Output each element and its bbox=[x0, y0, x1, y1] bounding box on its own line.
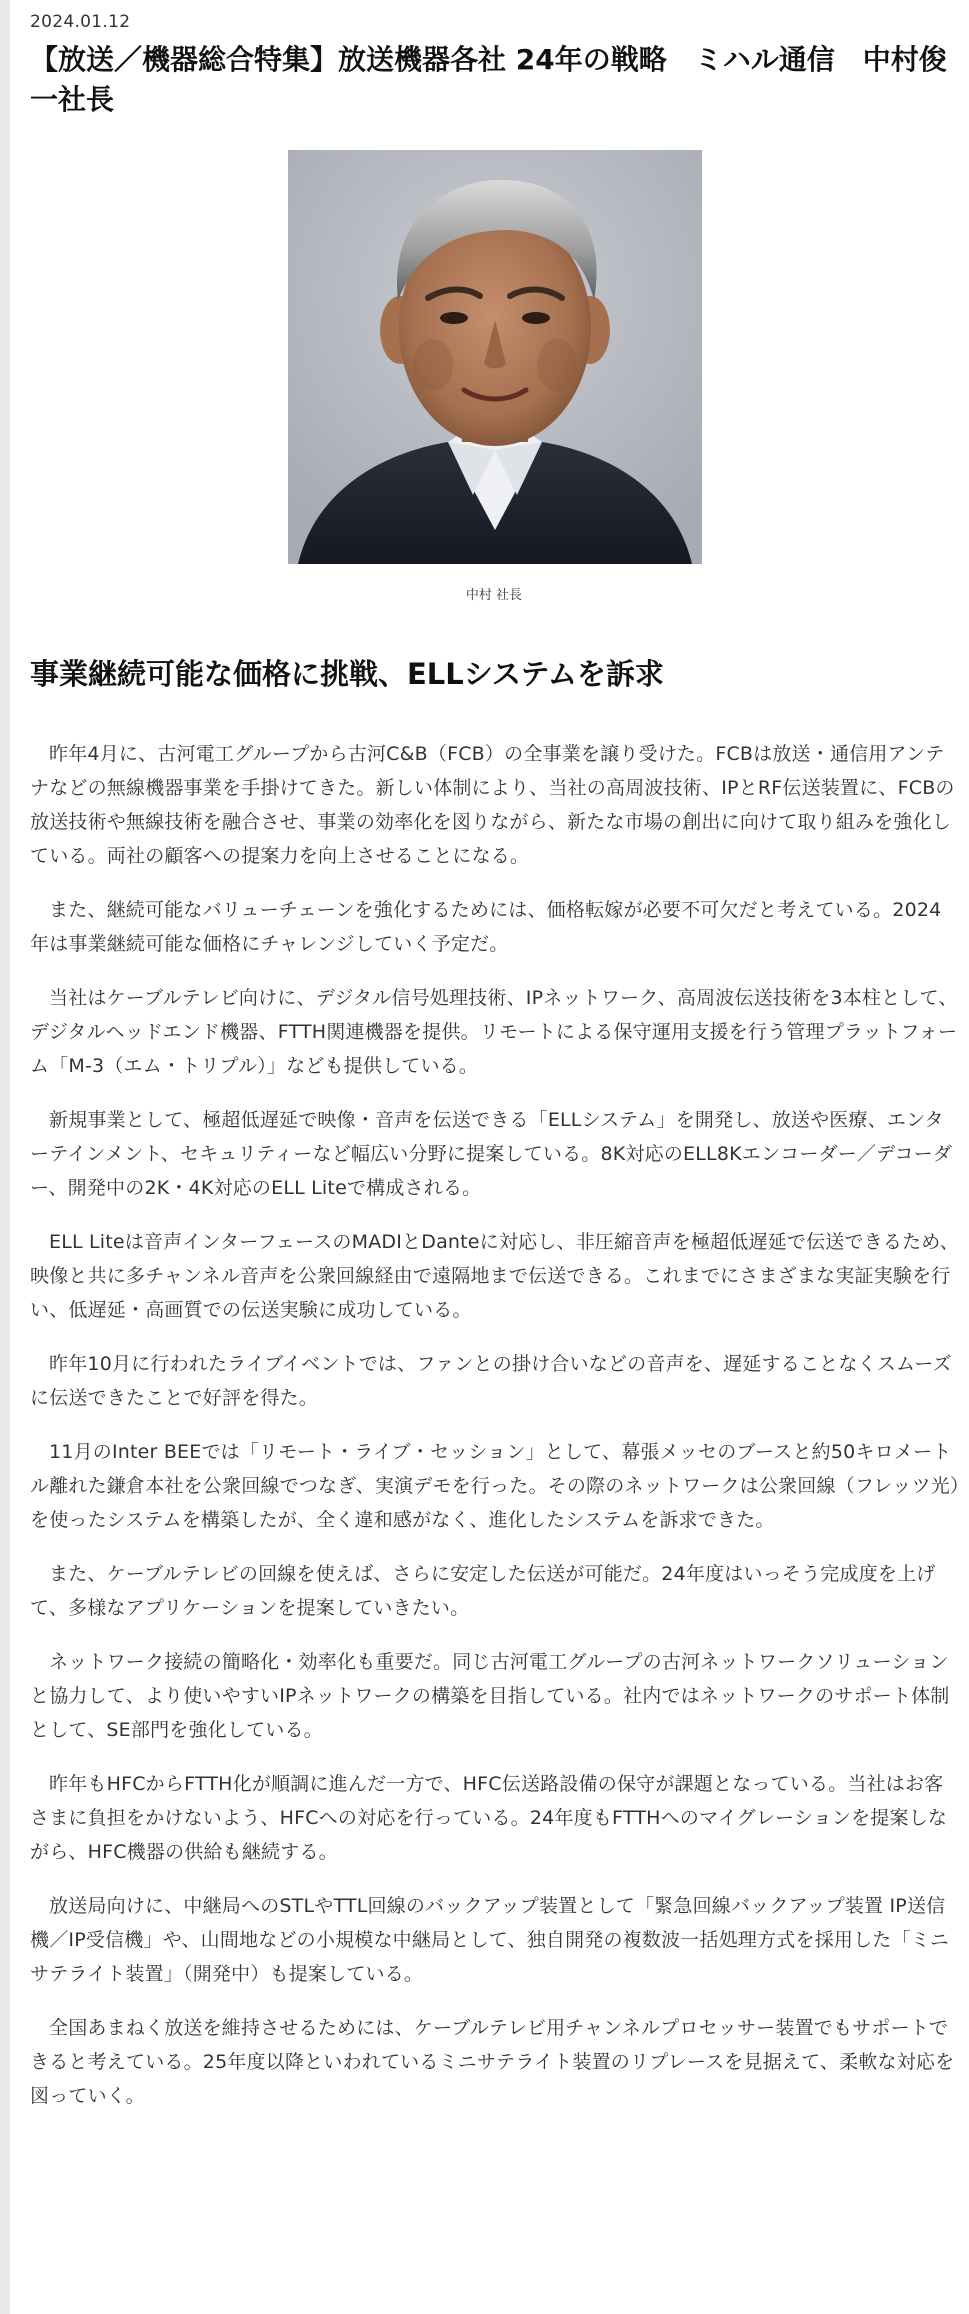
body-paragraph: 新規事業として、極超低遅延で映像・音声を伝送できる「ELLシステム」を開発し、放送や医療、エンターテインメント、セキュリティーなど幅広い分野に提案している。8K対応のELL8Kエンコーダー／デコーダー、開発中の2K・4K対応のELL Liteで構成される。 bbox=[30, 1109, 953, 1199]
body-paragraph: 昨年4月に、古河電工グループから古河C&B（FCB）の全事業を譲り受けた。FCBは放送・通信用アンテナなどの無線機器事業を手掛けてきた。新しい体制により、当社の高周波技術、IPとRF伝送装置に、FCBの放送技術や無線技術を融合させ、事業の効率化を図りながら、新たな市場の創出に向けて取り組みを強化している。両社の顧客への提案力を向上させることになる。 bbox=[30, 743, 955, 867]
body-paragraph: 全国あまねく放送を維持させるためには、ケーブルテレビ用チャンネルプロセッサー装置でもサポートできると考えている。25年度以降といわれているミニサテライト装置のリプレースを見据えて、柔軟な対応を図っていく。 bbox=[30, 2017, 955, 2107]
article-date: 2024.01.12 bbox=[30, 12, 131, 32]
body-paragraph: 昨年10月に行われたライブイベントでは、ファンとの掛け合いなどの音声を、遅延することなくスムーズに伝送できたことで好評を得た。 bbox=[30, 1353, 952, 1409]
president-portrait-photo bbox=[288, 150, 702, 564]
body-paragraph: 放送局向けに、中継局へのSTLやTTL回線のバックアップ装置として「緊急回線バックアップ装置 IP送信機／IP受信機」や、山間地などの小規模な中継局として、独自開発の複数波一括処理方式を採用した「ミニサテライト装置」（開発中）も提案している。 bbox=[30, 1895, 950, 1985]
body-paragraph: 11月のInter BEEでは「リモート・ライブ・セッション」として、幕張メッセのブースと約50キロメートル離れた鎌倉本社を公衆回線でつなぎ、実演デモを行った。その際のネットワークは公衆回線（フレッツ光）を使ったシステムを構築したが、全く違和感がなく、進化したシステムを訴求できた。 bbox=[30, 1441, 960, 1531]
article-subheading: 事業継続可能な価格に挑戦、ELLシステムを訴求 bbox=[30, 657, 664, 691]
body-paragraph: 当社はケーブルテレビ向けに、デジタル信号処理技術、IPネットワーク、高周波伝送技術を3本柱として、デジタルヘッドエンド機器、FTTH関連機器を提供。リモートによる保守運用支援を行う管理プラットフォーム「M-3（エム・トリプル）」なども提供している。 bbox=[30, 987, 958, 1077]
body-paragraph: ELL Liteは音声インターフェースのMADIとDanteに対応し、非圧縮音声を極超低遅延で伝送できるため、映像と共に多チャンネル音声を公衆回線経由で遠隔地まで伝送できる。これまでにさまざまな実証実験を行い、低遅延・高画質での伝送実験に成功している。 bbox=[30, 1231, 959, 1321]
photo-caption: 中村 社長 bbox=[465, 588, 523, 603]
body-paragraph: また、継続可能なバリューチェーンを強化するためには、価格転嫁が必要不可欠だと考えている。2024年は事業継続可能な価格にチャレンジしていく予定だ。 bbox=[30, 899, 942, 955]
body-paragraph: ネットワーク接続の簡略化・効率化も重要だ。同じ古河電工グループの古河ネットワークソリューションと協力して、より使いやすいIPネットワークの構築を目指している。社内ではネットワークのサポート体制として、SE部門を強化している。 bbox=[30, 1651, 950, 1741]
body-paragraph: 昨年もHFCからFTTH化が順調に進んだ一方で、HFC伝送路設備の保守が課題となっている。当社はお客さまに負担をかけないよう、HFCへの対応を行っている。24年度もFTTHへのマイグレーションを提案しながら、HFC機器の供給も継続する。 bbox=[30, 1773, 948, 1863]
article-headline: 【放送／機器総合特集】放送機器各社 24年の戦略 ミハル通信 中村俊一社長 bbox=[30, 43, 947, 116]
left-margin-rule bbox=[0, 0, 10, 2314]
article-body bbox=[30, 737, 960, 2133]
body-paragraph: また、ケーブルテレビの回線を使えば、さらに安定した伝送が可能だ。24年度はいっそう完成度を上げて、多様なアプリケーションを提案していきたい。 bbox=[30, 1563, 936, 1619]
